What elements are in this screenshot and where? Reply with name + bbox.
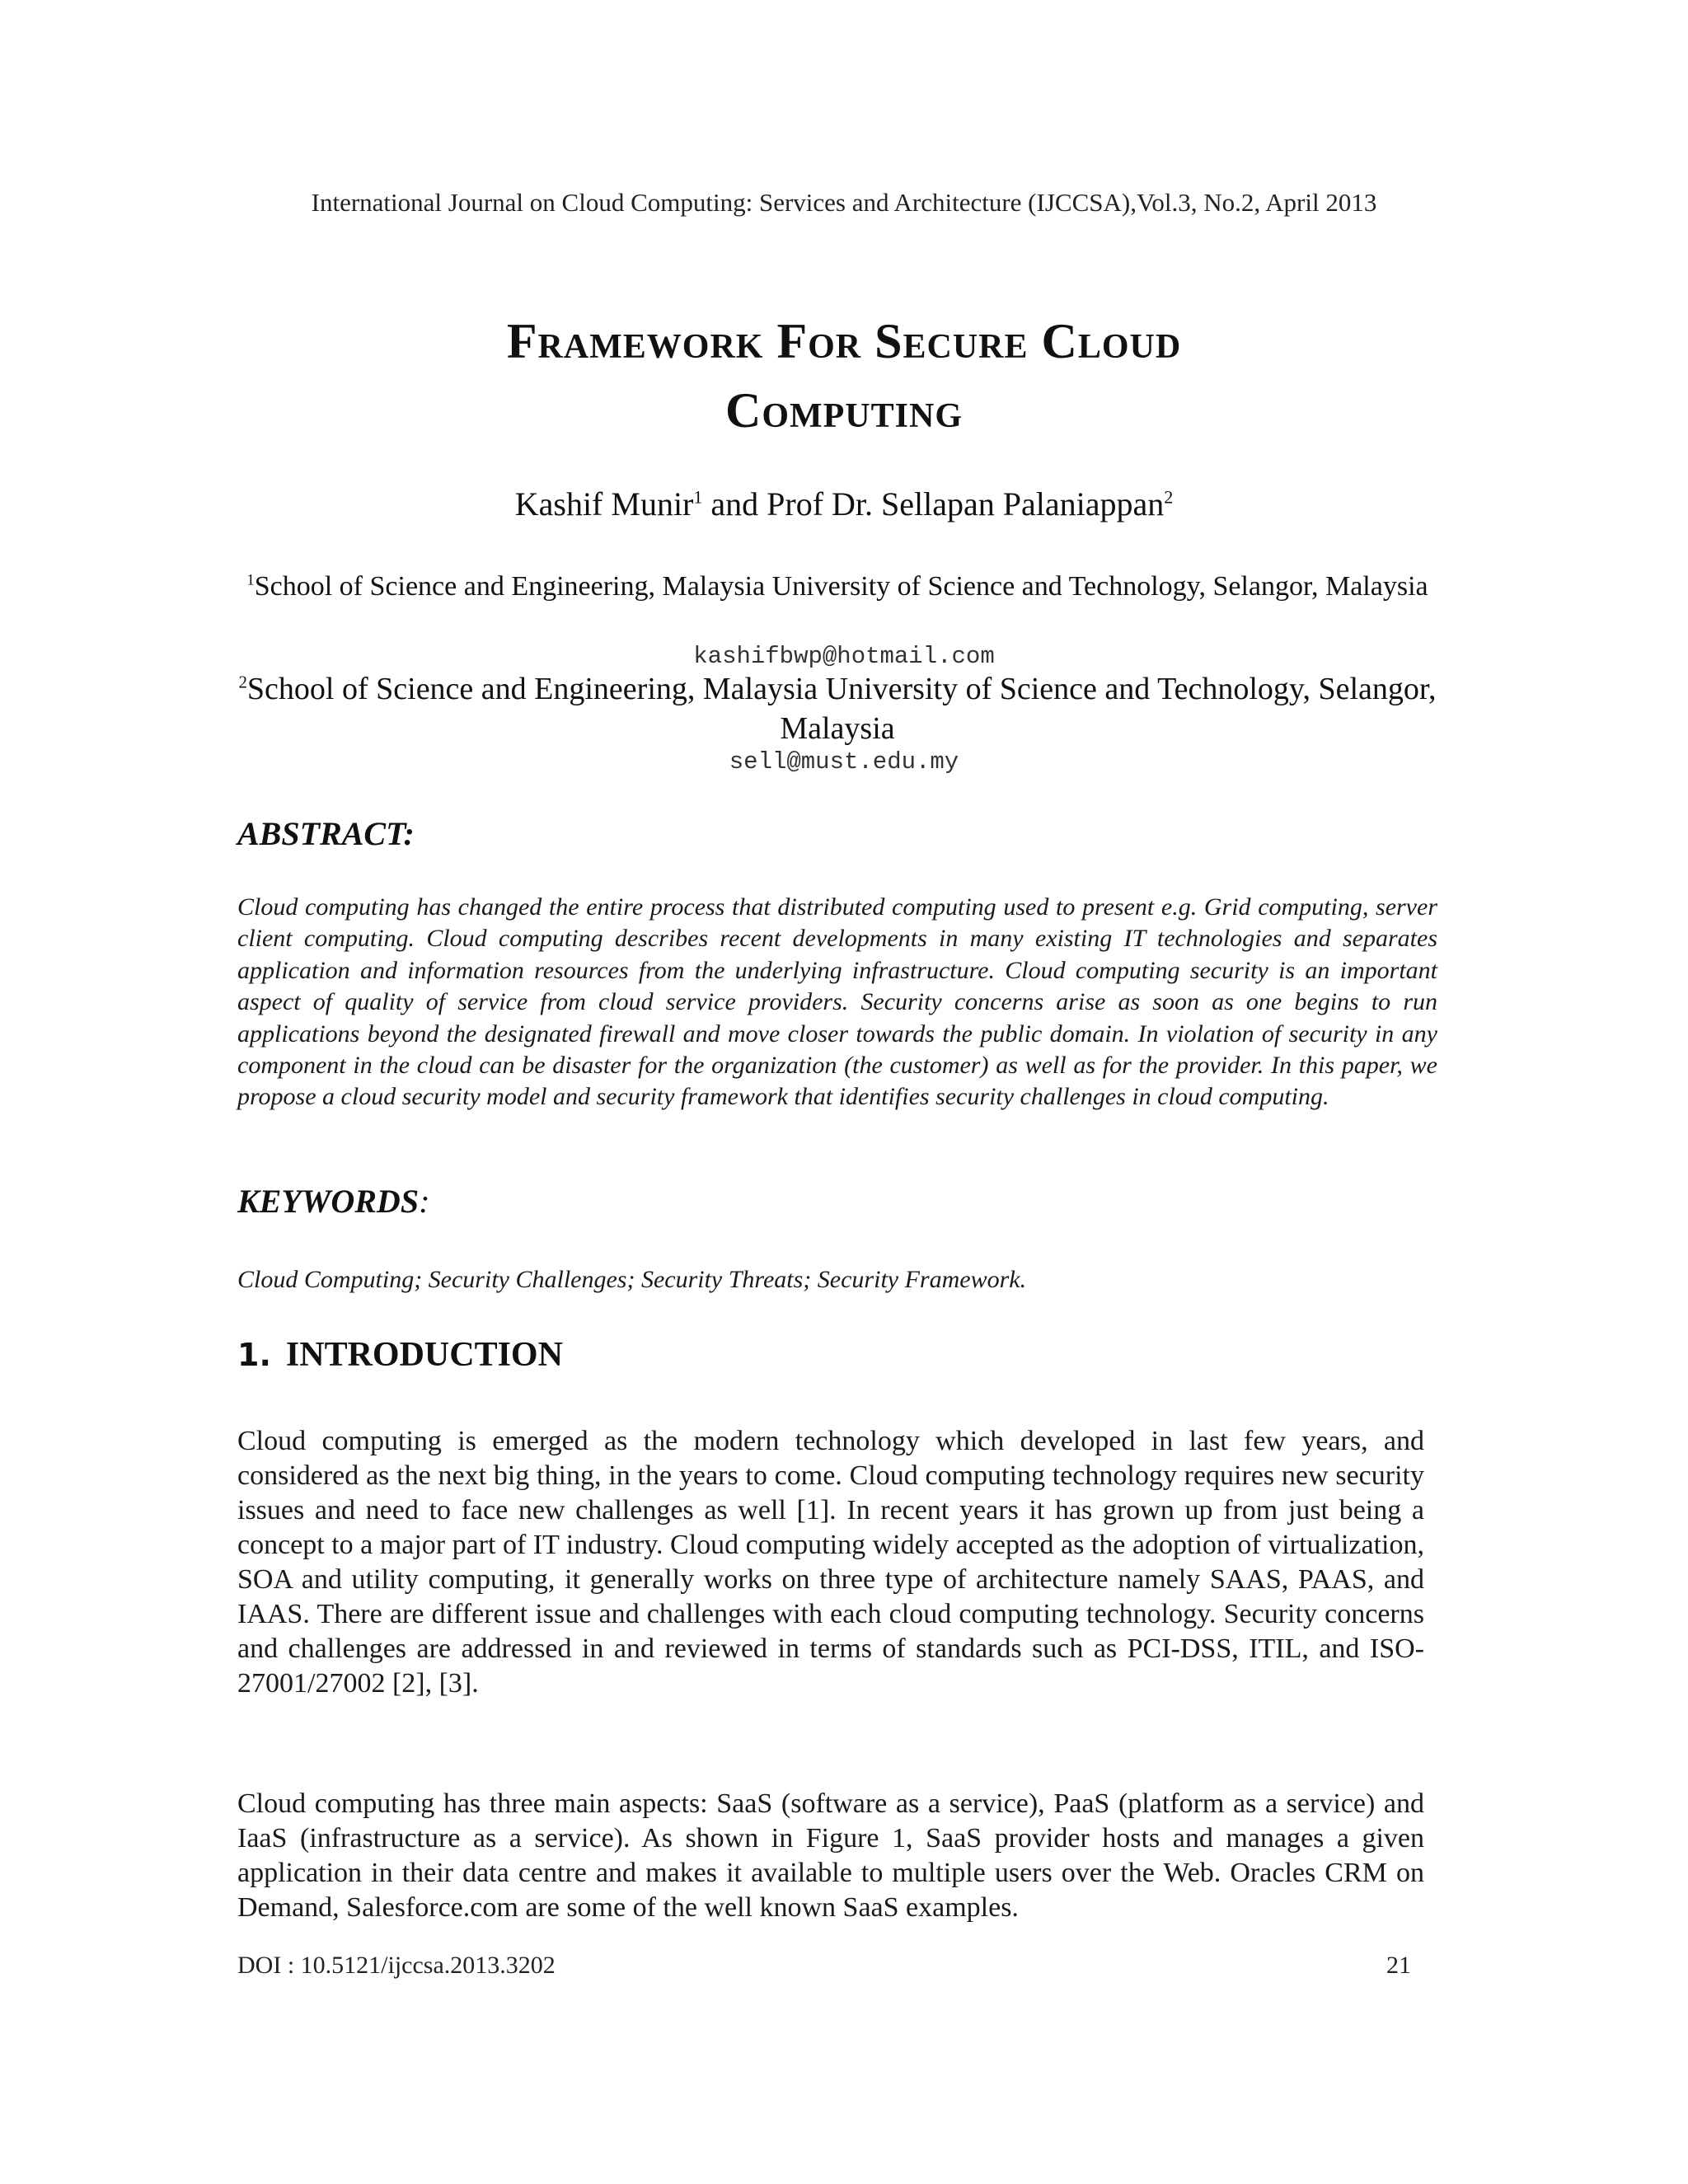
page-number: 21 — [1386, 1952, 1411, 1979]
affiliation-2 — [237, 669, 1437, 748]
introduction-paragraph-2: Cloud computing has three main aspects: SaaS (software as a service), PaaS (platform as a service) and IaaS (infrastructure as a service). As shown in Figure 1, SaaS provider hosts and manages a given application in their data centre and makes it available to multiple users over the Web. Oracles CRM on Demand, Salesforce.com are some of the well known SaaS examples. — [237, 1788, 1424, 1923]
abstract-heading: ABSTRACT: — [237, 815, 415, 852]
author-1: Kashif Munir — [514, 485, 694, 523]
keywords-heading-text: KEYWORDS — [237, 1183, 420, 1220]
keywords-heading — [237, 1182, 429, 1221]
author-2-sup: 2 — [1164, 486, 1174, 508]
introduction-heading — [237, 1335, 563, 1375]
title-line-1: Framework For Secure Cloud — [506, 314, 1182, 368]
affiliation-1-text: School of Science and Engineering, Malaysia University of Science and Technology, Selangor, Malaysia — [254, 571, 1428, 602]
author-1-sup: 1 — [693, 486, 703, 508]
author-2-email: sell@must.edu.my — [729, 748, 959, 776]
paper-title — [0, 307, 1688, 445]
abstract-text: Cloud computing has changed the entire process that distributed computing used to present e.g. Grid computing, server client computing. Cloud computing describes recent developments in many existing IT technologies and separates application and information resources from the underlying infrastructure. Cloud computing security is an important aspect of quality of service from cloud service providers. Security concerns arise as soon as one begins to run applications beyond the designated firewall and move closer towards the public domain. In violation of security in any component in the cloud can be disaster for the organization (the customer) as well as for the provider. In this paper, we propose a cloud security model and security framework that identifies security challenges in cloud computing. — [237, 893, 1437, 1111]
keywords-heading-colon: : — [419, 1183, 430, 1220]
affiliation-1-sup: 1 — [246, 571, 255, 589]
title-line-2: Computing — [725, 383, 963, 438]
affiliation-1 — [237, 569, 1437, 605]
affiliation-2-text: School of Science and Engineering, Malaysia University of Science and Technology, Selangor, Malaysia — [246, 672, 1437, 746]
author-line — [0, 485, 1688, 523]
doi: DOI : 10.5121/ijccsa.2013.3202 — [237, 1952, 556, 1979]
section-title: INTRODUCTION — [285, 1336, 563, 1374]
author-2: and Prof Dr. Sellapan Palaniappan — [702, 485, 1165, 523]
affiliation-2-sup: 2 — [238, 672, 247, 692]
author-1-email: kashifbwp@hotmail.com — [693, 643, 995, 670]
introduction-paragraph-1: Cloud computing is emerged as the modern technology which developed in last few years, and considered as the next big thing, in the years to come. Cloud computing technology requires new security issues and need to face new challenges as well [1]. In recent years it has grown up from just being a concept to a major part of IT industry. Cloud computing widely accepted as the adoption of virtualization, SOA and utility computing, it generally works on three type of architecture namely SAAS, PAAS, and IAAS. There are different issue and challenges with each cloud computing technology. Security concerns and challenges are addressed in and reviewed in terms of standards such as PCI-DSS, ITIL, and ISO-27001/27002 [2], [3]. — [237, 1426, 1424, 1699]
page-footer — [237, 1952, 1437, 1980]
section-number: 1. — [237, 1337, 271, 1373]
keywords-text: Cloud Computing; Security Challenges; Security Threats; Security Framework. — [237, 1266, 1027, 1293]
running-head: International Journal on Cloud Computing: Services and Architecture (IJCCSA),Vol.3, No.2, April 2013 — [311, 188, 1377, 217]
